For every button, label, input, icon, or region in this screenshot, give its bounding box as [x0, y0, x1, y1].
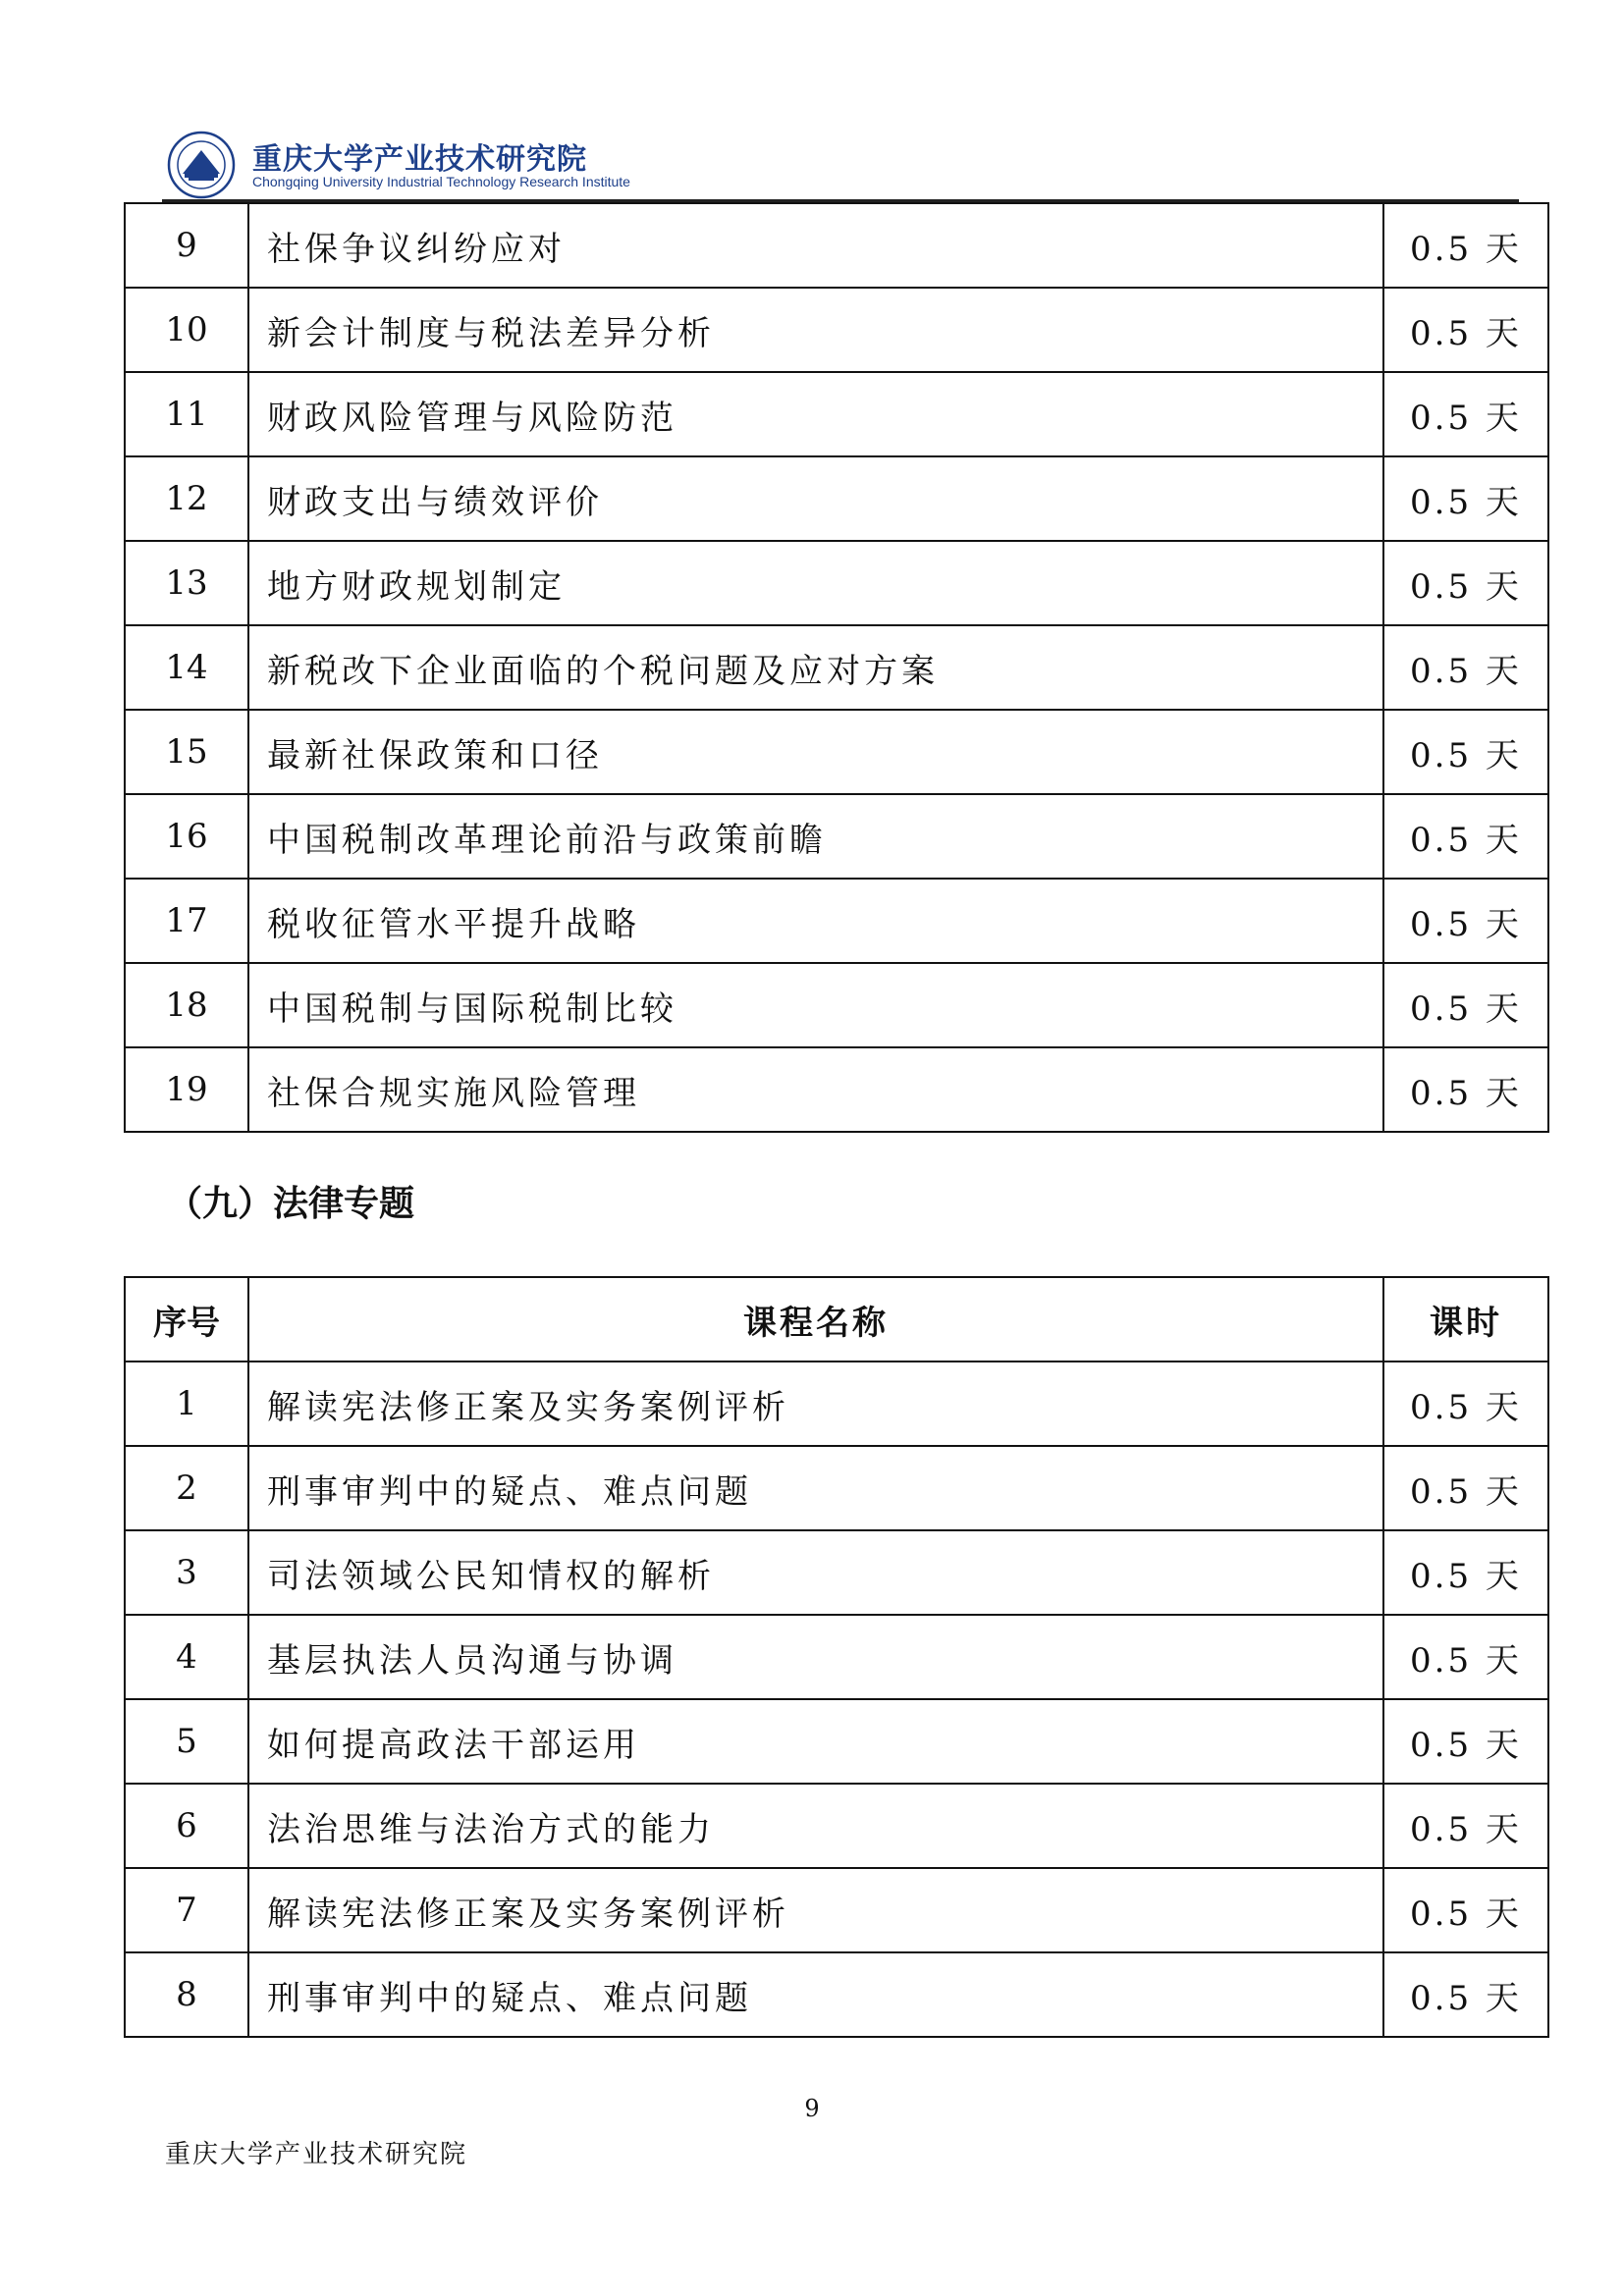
table-row [125, 541, 1548, 625]
table-row [125, 456, 1548, 541]
finance-course-table [124, 202, 1549, 1133]
university-seal-icon [167, 131, 236, 199]
cell-course-name: 新会计制度与税法差异分析 [248, 288, 1383, 372]
cell-course-name: 社保争议纠纷应对 [248, 203, 1383, 288]
table-row [125, 1615, 1548, 1699]
cell-no: 2 [125, 1446, 248, 1530]
table-row [125, 372, 1548, 456]
cell-hours: 0.5 天 [1383, 541, 1548, 625]
cell-no: 18 [125, 963, 248, 1047]
cell-no: 1 [125, 1362, 248, 1446]
cell-hours: 0.5 天 [1383, 1784, 1548, 1868]
cell-no: 3 [125, 1530, 248, 1615]
table-row [125, 1784, 1548, 1868]
table-row [125, 879, 1548, 963]
cell-hours: 0.5 天 [1383, 1868, 1548, 1952]
cell-no: 8 [125, 1952, 248, 2037]
cell-course-name: 基层执法人员沟通与协调 [248, 1615, 1383, 1699]
table-row [125, 963, 1548, 1047]
footer-org: 重庆大学产业技术研究院 [165, 2140, 468, 2169]
cell-hours: 0.5 天 [1383, 625, 1548, 710]
cell-hours: 0.5 天 [1383, 1530, 1548, 1615]
cell-no: 16 [125, 794, 248, 879]
org-name-cn: 重庆大学产业技术研究院 [252, 142, 587, 177]
cell-no: 9 [125, 203, 248, 288]
table-row [125, 1047, 1548, 1132]
page-number: 9 [804, 2095, 820, 2122]
header-hours: 课时 [1383, 1277, 1548, 1362]
cell-hours: 0.5 天 [1383, 288, 1548, 372]
cell-course-name: 社保合规实施风险管理 [248, 1047, 1383, 1132]
table-row [125, 1362, 1548, 1446]
cell-hours: 0.5 天 [1383, 372, 1548, 456]
cell-hours: 0.5 天 [1383, 456, 1548, 541]
law-course-table [124, 1276, 1549, 2038]
cell-no: 12 [125, 456, 248, 541]
cell-no: 15 [125, 710, 248, 794]
table-row [125, 1530, 1548, 1615]
header-name: 课程名称 [248, 1277, 1383, 1362]
table-row [125, 1952, 1548, 2037]
cell-no: 4 [125, 1615, 248, 1699]
cell-hours: 0.5 天 [1383, 1699, 1548, 1784]
cell-course-name: 财政风险管理与风险防范 [248, 372, 1383, 456]
cell-course-name: 司法领域公民知情权的解析 [248, 1530, 1383, 1615]
table-header-row [125, 1277, 1548, 1362]
cell-course-name: 中国税制与国际税制比较 [248, 963, 1383, 1047]
section-title: （九）法律专题 [167, 1184, 415, 1224]
cell-no: 11 [125, 372, 248, 456]
table-row [125, 1868, 1548, 1952]
cell-hours: 0.5 天 [1383, 1047, 1548, 1132]
table-row [125, 288, 1548, 372]
cell-course-name: 刑事审判中的疑点、难点问题 [248, 1952, 1383, 2037]
cell-no: 19 [125, 1047, 248, 1132]
cell-hours: 0.5 天 [1383, 1952, 1548, 2037]
cell-hours: 0.5 天 [1383, 1615, 1548, 1699]
cell-no: 5 [125, 1699, 248, 1784]
cell-hours: 0.5 天 [1383, 1446, 1548, 1530]
cell-no: 6 [125, 1784, 248, 1868]
cell-course-name: 解读宪法修正案及实务案例评析 [248, 1362, 1383, 1446]
cell-course-name: 最新社保政策和口径 [248, 710, 1383, 794]
cell-no: 13 [125, 541, 248, 625]
cell-course-name: 财政支出与绩效评价 [248, 456, 1383, 541]
cell-course-name: 新税改下企业面临的个税问题及应对方案 [248, 625, 1383, 710]
table-row [125, 1699, 1548, 1784]
cell-hours: 0.5 天 [1383, 203, 1548, 288]
cell-course-name: 税收征管水平提升战略 [248, 879, 1383, 963]
cell-no: 14 [125, 625, 248, 710]
cell-no: 7 [125, 1868, 248, 1952]
cell-course-name: 刑事审判中的疑点、难点问题 [248, 1446, 1383, 1530]
table-row [125, 625, 1548, 710]
cell-no: 10 [125, 288, 248, 372]
table-row [125, 1446, 1548, 1530]
table-row [125, 710, 1548, 794]
cell-hours: 0.5 天 [1383, 963, 1548, 1047]
cell-hours: 0.5 天 [1383, 879, 1548, 963]
org-name-en: Chongqing University Industrial Technology Research Institute [252, 174, 630, 189]
cell-course-name: 中国税制改革理论前沿与政策前瞻 [248, 794, 1383, 879]
cell-hours: 0.5 天 [1383, 794, 1548, 879]
cell-course-name: 如何提高政法干部运用 [248, 1699, 1383, 1784]
cell-hours: 0.5 天 [1383, 710, 1548, 794]
table-row [125, 203, 1548, 288]
header-no: 序号 [125, 1277, 248, 1362]
table-row [125, 794, 1548, 879]
cell-hours: 0.5 天 [1383, 1362, 1548, 1446]
cell-course-name: 地方财政规划制定 [248, 541, 1383, 625]
page-header [162, 123, 1517, 199]
cell-course-name: 法治思维与法治方式的能力 [248, 1784, 1383, 1868]
cell-no: 17 [125, 879, 248, 963]
cell-course-name: 解读宪法修正案及实务案例评析 [248, 1868, 1383, 1952]
